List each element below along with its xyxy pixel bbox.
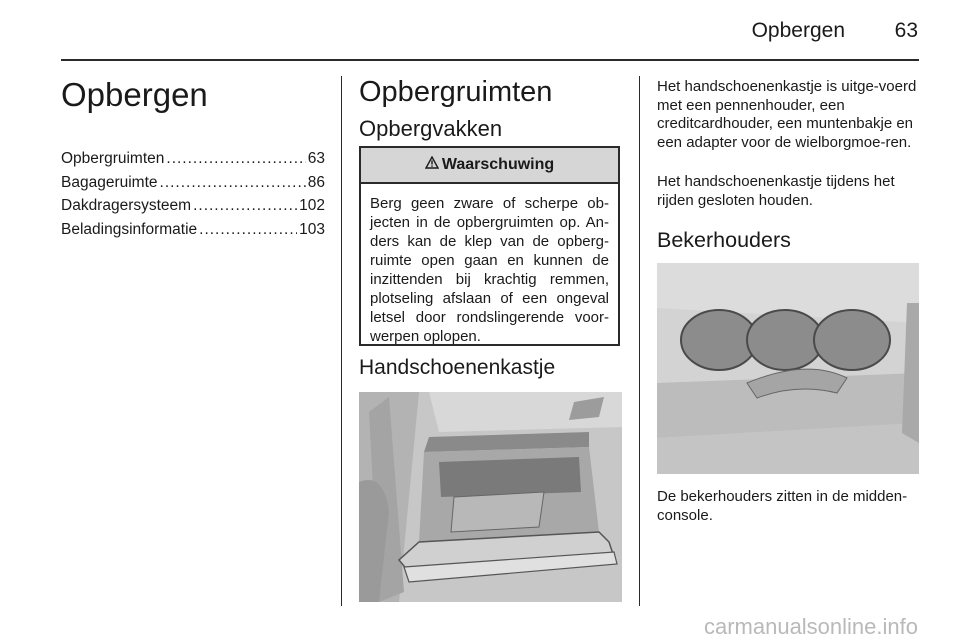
toc-page: 102 — [299, 197, 325, 214]
toc-leader — [193, 197, 297, 215]
toc-entry[interactable] — [61, 197, 325, 221]
running-header-title: Opbergen — [751, 19, 845, 42]
header-divider — [61, 59, 919, 61]
toc-label: Dakdragersysteem — [61, 197, 192, 214]
warning-box — [359, 146, 620, 346]
glovebox-illustration — [359, 392, 622, 602]
warning-header — [361, 148, 618, 184]
table-of-contents — [61, 150, 325, 244]
glovebox-title: Handschoenenkastje — [359, 356, 556, 379]
toc-page: 63 — [307, 150, 325, 167]
toc-entry[interactable] — [61, 174, 325, 198]
cupholders-description: De bekerhouders zitten in de midden-console. — [657, 488, 908, 524]
toc-label: Opbergruimten — [61, 150, 165, 167]
toc-leader — [160, 174, 306, 192]
watermark: carmanualsonline.info — [703, 614, 918, 639]
toc-entry[interactable] — [61, 221, 325, 245]
glovebox-note: Het handschoenenkastje tijdens het rijden gesloten houden. — [657, 173, 895, 209]
toc-leader — [199, 221, 297, 239]
section-title: Opbergruimten — [359, 76, 553, 108]
toc-label: Bagageruimte — [61, 173, 158, 191]
toc-leader — [166, 150, 305, 168]
column-divider-left — [341, 76, 342, 606]
warning-text: Berg geen zware of scherpe ob-jecten in de opbergruimten op. An-ders kan de klep van de opberg-ruimte open gaan en kunnen de inzittenden bij krachtig remmen, plotseling afslaan of een ongeval letsel door rondslingerende voor-werpen oplopen. — [370, 195, 609, 345]
chapter-title: Opbergen — [61, 76, 208, 113]
page-number: 63 — [894, 19, 918, 42]
column-divider-right — [639, 76, 640, 606]
cupholders-illustration — [657, 263, 919, 474]
subsection-title: Opbergvakken — [359, 116, 503, 141]
glovebox-description: Het handschoenenkastje is uitge-voerd met een pennenhouder, een creditcardhouder, een muntenbakje en een adapter voor de wielborgmoe-ren. — [657, 78, 917, 151]
warning-title: Waarschuwing — [441, 156, 555, 173]
cupholders-title: Bekerhouders — [657, 228, 791, 252]
toc-page: 86 — [307, 173, 325, 191]
warning-icon — [425, 156, 439, 174]
toc-page: 103 — [299, 220, 325, 238]
toc-entry[interactable] — [61, 150, 325, 174]
toc-label: Beladingsinformatie — [61, 220, 198, 238]
